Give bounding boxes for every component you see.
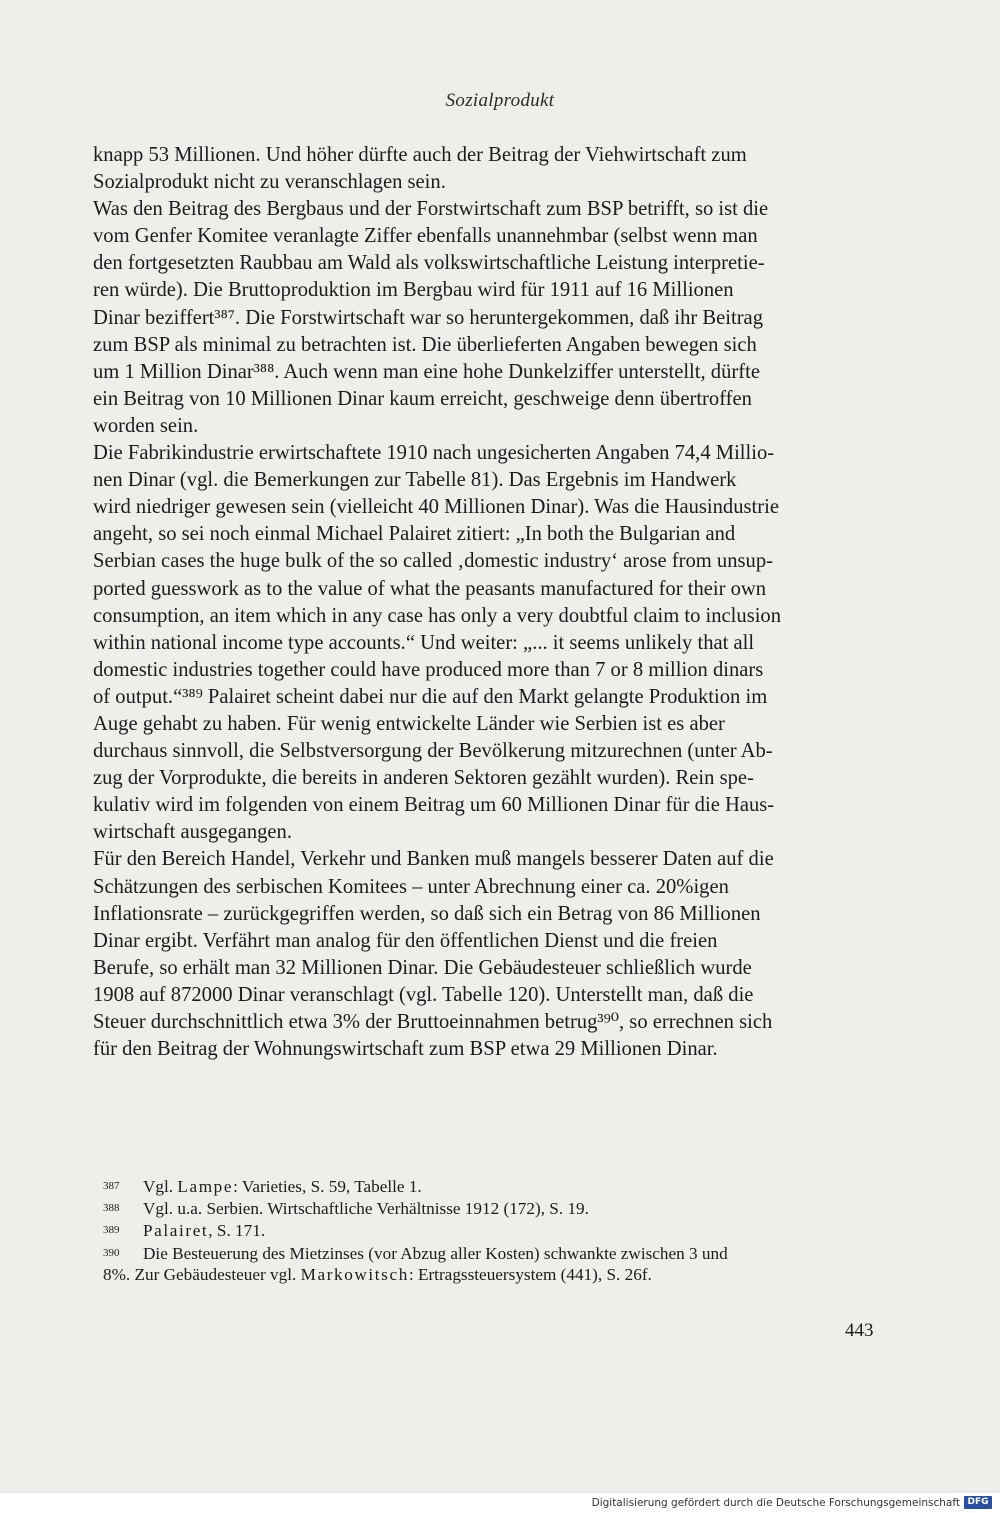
text-line: Berufe, so erhält man 32 Millionen Dinar. Die Gebäudesteuer schließlich wurde <box>93 956 752 979</box>
text-line: um 1 Million Dinar³⁸⁸. Auch wenn man eine hohe Dunkelziffer unterstellt, dürfte <box>93 360 760 383</box>
footnote-text: , S. 171. <box>208 1221 266 1241</box>
footnote-387 <box>103 1175 878 1197</box>
text-line: Dinar beziffert³⁸⁷. Die Forstwirtschaft war so heruntergekommen, daß ihr Beitrag <box>93 306 763 329</box>
text-line: within national income type accounts.“ Und weiter: „... it seems unlikely that all <box>93 631 755 654</box>
text-line: Serbian cases the huge bulk of the so called ‚domestic industry‘ arose from unsup- <box>93 550 773 573</box>
text-line: knapp 53 Millionen. Und höher dürfte auch der Beitrag der Viehwirtschaft zum <box>93 144 747 166</box>
text-line: Sozialprodukt nicht zu veranschlagen sein. <box>93 171 446 194</box>
footnote-text: : Varieties, S. 59, Tabelle 1. <box>233 1177 422 1196</box>
text-line: ren würde). Die Bruttoproduktion im Bergbau wird für 1911 auf 16 Millionen <box>93 279 734 302</box>
text-line: domestic industries together could have produced more than 7 or 8 million dinars <box>93 658 764 681</box>
text-line: wird niedriger gewesen sein (vielleicht 40 Millionen Dinar). Was die Hausindustrie <box>93 496 779 519</box>
footnote-number: 390 <box>103 1246 120 1259</box>
footnote-389 <box>103 1219 878 1241</box>
text-line: vom Genfer Komitee veranlagte Ziffer ebenfalls unannehmbar (selbst wenn man <box>93 225 758 248</box>
dfg-logo: DFG <box>964 1496 992 1509</box>
text-line: worden sein. <box>93 414 199 437</box>
footnote-text: Vgl. u.a. Serbien. Wirtschaftliche Verhältnisse 1912 (172), S. 19. <box>143 1199 589 1219</box>
running-head: Sozialprodukt <box>445 90 555 111</box>
text-line: kulativ wird im folgenden von einem Beitrag um 60 Millionen Dinar für die Haus- <box>93 794 775 817</box>
text-line: consumption, an item which in any case has only a very doubtful claim to inclusion <box>93 604 782 627</box>
text-line: angeht, so sei noch einmal Michael Palairet zitiert: „In both the Bulgarian and <box>93 523 736 546</box>
text-line: Inflationsrate – zurückgegriffen werden, so daß sich ein Betrag von 86 Millionen <box>93 902 761 925</box>
footnote-text: : Ertragssteuersystem (441), S. 26f. <box>408 1264 652 1284</box>
text-line: Steuer durchschnittlich etwa 3% der Bruttoeinnahmen betrug³⁹⁰, so errechnen sich <box>93 1011 773 1033</box>
text-line: zum BSP als minimal zu betrachten ist. Die überlieferten Angaben bewegen sich <box>93 333 757 356</box>
page-number: 443 <box>845 1320 874 1341</box>
text-line: Auge gehabt zu haben. Für wenig entwickelte Länder wie Serbien ist es aber <box>93 712 725 735</box>
footnote-390 <box>103 1242 878 1264</box>
footnote-author: Palairet <box>143 1221 209 1241</box>
text-line: wirtschaft ausgegangen. <box>93 821 292 844</box>
text-line: ein Beitrag von 10 Millionen Dinar kaum erreicht, geschweige denn übertroffen <box>93 387 752 410</box>
text-line: für den Beitrag der Wohnungswirtschaft zum BSP etwa 29 Millionen Dinar. <box>93 1038 718 1061</box>
text-line: zug der Vorprodukte, die bereits in anderen Sektoren gezählt wurden). Rein spe- <box>93 767 754 790</box>
text-line: ported guesswork as to the value of what the peasants manufactured for their own <box>93 577 767 600</box>
footnote-number: 388 <box>103 1202 120 1215</box>
text-line: Schätzungen des serbischen Komitees – unter Abrechnung einer ca. 20%igen <box>93 875 729 898</box>
text-line: Dinar ergibt. Verfährt man analog für den öffentlichen Dienst und die freien <box>93 929 718 952</box>
text-line: 1908 auf 872000 Dinar veranschlagt (vgl. Tabelle 120). Unterstellt man, daß die <box>93 983 754 1006</box>
text-line: Was den Beitrag des Bergbaus und der Forstwirtschaft zum BSP betrifft, so ist die <box>93 198 769 221</box>
text-line: of output.“³⁸⁹ Palairet scheint dabei nur die auf den Markt gelangte Produktion im <box>93 685 768 708</box>
text-line: den fortgesetzten Raubbau am Wald als volkswirtschaftliche Leistung interpretie- <box>93 252 765 275</box>
footnote-number: 389 <box>103 1224 120 1237</box>
footnote-text: Vgl. <box>143 1177 178 1196</box>
footnote-388 <box>103 1197 878 1219</box>
footnote-text: Die Besteuerung des Mietzinses (vor Abzug aller Kosten) schwankte zwischen 3 und <box>143 1243 728 1263</box>
footnote-text: 8%. Zur Gebäudesteuer vgl. <box>103 1264 301 1284</box>
text-line: durchaus sinnvoll, die Selbstversorgung der Bevölkerung mitzurechnen (unter Ab- <box>93 740 773 763</box>
footnote-author: Lampe <box>177 1177 234 1196</box>
text-line: Für den Bereich Handel, Verkehr und Banken muß mangels besserer Daten auf die <box>93 848 774 871</box>
digitization-credit: Digitalisierung gefördert durch die Deutsche Forschungsgemeinschaft <box>591 1497 960 1509</box>
text-line: nen Dinar (vgl. die Bemerkungen zur Tabelle 81). Das Ergebnis im Handwerk <box>93 469 737 492</box>
footnote-number: 387 <box>103 1180 120 1192</box>
footnote-author: Markowitsch <box>300 1264 409 1284</box>
footnotes <box>103 1175 878 1286</box>
text-line: Die Fabrikindustrie erwirtschaftete 1910 nach ungesicherten Angaben 74,4 Millio- <box>93 442 775 465</box>
body-text <box>93 142 873 1063</box>
footnote-390-continuation <box>103 1264 878 1286</box>
